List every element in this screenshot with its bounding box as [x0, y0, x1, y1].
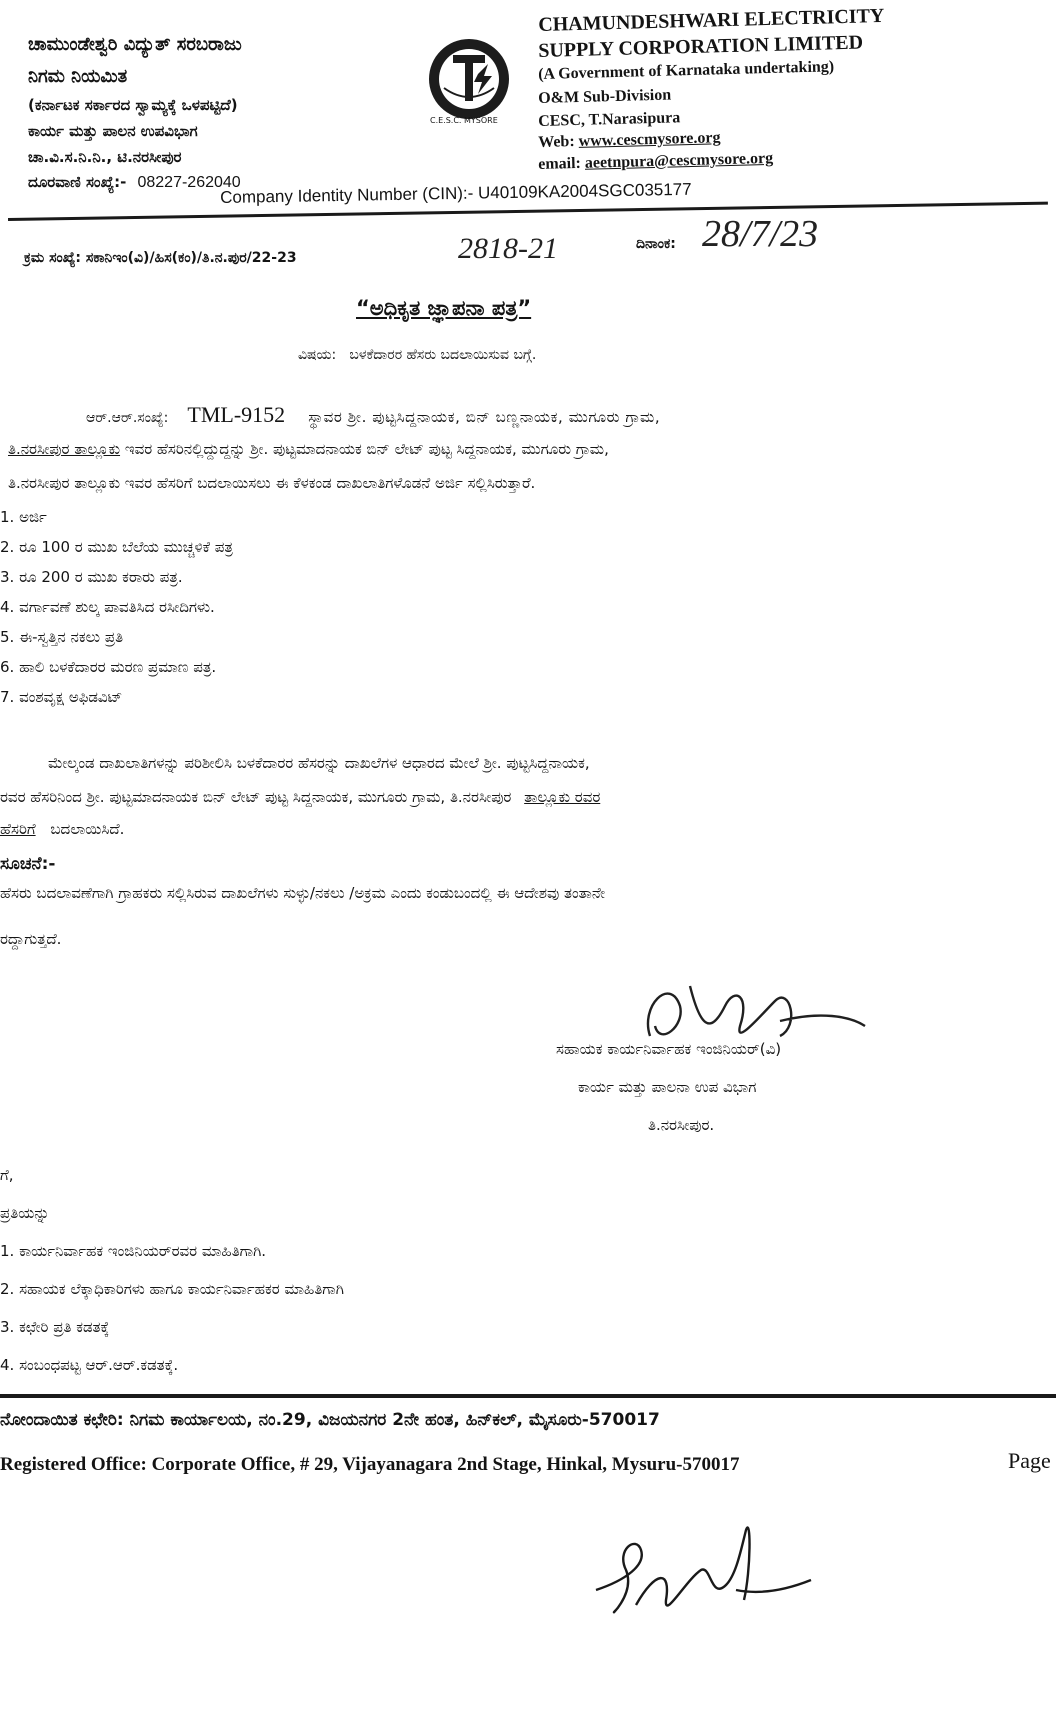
signatory-line-3: ತಿ.ನರಸೀಪುರ. — [648, 1116, 715, 1134]
email-row — [538, 150, 773, 174]
date-value: 28/7/23 — [702, 213, 819, 255]
note-line-2: ರದ್ದಾಗುತ್ತದೆ. — [0, 930, 62, 948]
body-line-1-rest: ಸ್ಥಾವರ ಶ್ರೀ. ಪುಟ್ಟಸಿದ್ದನಾಯಕ, ಬಿನ್ ಬಣ್ಣನಾಯಕ, ಮುಗೂರು ಗ್ರಾಮ, — [308, 408, 661, 426]
para2-line-2-text: ರವರ ಹೆಸರಿನಿಂದ ಶ್ರೀ. ಪುಟ್ಟಮಾದನಾಯಕ ಬಿನ್ ಲೇಟ್ ಪುಟ್ಟ ಸಿದ್ದನಾಯಕ, ಮುಗೂರು ಗ್ರಾಮ, ತಿ.ನರಸೀಪುರ — [0, 788, 512, 806]
cesc-logo — [420, 30, 518, 128]
kannada-org-line-4: ಕಾರ್ಯ ಮತ್ತು ಪಾಲನ ಉಪವಿಭಾಗ — [28, 122, 198, 140]
signatory-line-2: ಕಾರ್ಯ ಮತ್ತು ಪಾಲನಾ ಉಪ ವಿಭಾಗ — [578, 1078, 757, 1096]
logo-text: C.E.S.C. MYSORE — [430, 116, 498, 125]
para2-line-3 — [0, 820, 124, 838]
copy-to-line: 4. ಸಂಬಂಧಪಟ್ಟ ಆರ್.ಆರ್.ಕಡತಕ್ಕೆ. — [0, 1356, 179, 1374]
document-list-item: 4. ವರ್ಗಾವಣೆ ಶುಲ್ಕ ಪಾವತಿಸಿದ ರಸೀದಿಗಳು. — [0, 598, 215, 616]
document-list-item: 7. ವಂಶವೃಕ್ಷ ಅಫಿಡವಿಟ್ — [0, 688, 123, 706]
para2-line-1: ಮೇಲ್ಕಂಡ ದಾಖಲಾತಿಗಳನ್ನು ಪರಿಶೀಲಿಸಿ ಬಳಕೆದಾರರ ಹೆಸರನ್ನು ದಾಖಲೆಗಳ ಆಧಾರದ ಮೇಲೆ ಶ್ರೀ. ಪುಟ್ಟಸಿದ್ದನಾಯಕ, — [48, 754, 590, 772]
document-list-item: 5. ಈ-ಸ್ವತ್ತಿನ ನಕಲು ಪ್ರತಿ — [0, 628, 124, 646]
subject-label: ವಿಷಯ: — [298, 347, 337, 363]
kannada-org-line-2: ನಿಗಮ ನಿಯಮಿತ — [28, 66, 128, 87]
body-line-2 — [8, 440, 609, 458]
phone-value: 08227-262040 — [137, 174, 241, 191]
rr-value: TML-9152 — [187, 402, 286, 427]
para2-line-2-row — [0, 788, 600, 806]
initial-scribble-icon — [586, 1510, 816, 1640]
footer-english: Registered Office: Corporate Office, # 29, Vijayanagara 2nd Stage, Hinkal, Mysuru-570017 — [0, 1454, 740, 1475]
body-line-1 — [86, 402, 660, 428]
initial-signature — [586, 1510, 816, 1640]
english-org-line-1: CHAMUNDESHWARI ELECTRICITY — [538, 4, 885, 36]
document-title: “ಅಧಿಕೃತ ಜ್ಞಾಪನಾ ಪತ್ರ” — [356, 296, 532, 320]
para2-taluk-underlined: ತಾಲ್ಲೂಕು ರವರ — [524, 788, 601, 806]
kannada-org-line-3: (ಕರ್ನಾಟಕ ಸರ್ಕಾರದ ಸ್ವಾಮ್ಯಕ್ಕೆ ಒಳಪಟ್ಟಿದೆ) — [28, 96, 238, 114]
kannada-org-line-5: ಚಾ.ವಿ.ಸ.ನಿ.ನಿ., ಟಿ.ನರಸೀಪುರ — [28, 148, 182, 166]
web-label: Web: — [538, 133, 575, 151]
cin-text: Company Identity Number (CIN):- U40109KA2004SGC035177 — [220, 179, 692, 207]
copy-to-line: ಗೆ, — [0, 1166, 14, 1184]
subject-text: ಬಳಕೆದಾರರ ಹೆಸರು ಬದಲಾಯಿಸುವ ಬಗ್ಗೆ. — [349, 347, 537, 363]
para2-name-underlined: ಹೆಸರಿಗೆ — [0, 820, 36, 838]
para2-line-3-rest: ಬದಲಾಯಿಸಿದೆ. — [50, 820, 125, 838]
english-org-line-2: SUPPLY CORPORATION LIMITED — [538, 31, 864, 62]
english-org-line-4: O&M Sub-Division — [538, 86, 672, 107]
logo-emblem-icon — [420, 30, 518, 128]
email-label: email: — [538, 154, 582, 173]
copy-to-line: 2. ಸಹಾಯಕ ಲೆಕ್ಕಾಧಿಕಾರಿಗಳು ಹಾಗೂ ಕಾರ್ಯನಿರ್ವಾಹಕರ ಮಾಹಿತಿಗಾಗಿ — [0, 1280, 344, 1298]
document-list-item: 6. ಹಾಲಿ ಬಳಕೆದಾರರ ಮರಣ ಪ್ರಮಾಣ ಪತ್ರ. — [0, 658, 217, 676]
footer-kannada: ನೋಂದಾಯಿತ ಕಛೇರಿ: ನಿಗಮ ಕಾರ್ಯಾಲಯ, ನಂ.29, ವಿಜಯನಗರ 2ನೇ ಹಂತ, ಹಿನ್‌ಕಲ್, ಮೈಸೂರು-570017 — [0, 1410, 660, 1430]
note-line-1: ಹೆಸರು ಬದಲಾವಣೆಗಾಗಿ ಗ್ರಾಹಕರು ಸಲ್ಲಿಸಿರುವ ದಾಖಲೆಗಳು ಸುಳ್ಳು/ನಕಲು /ಅಕ್ರಮ ಎಂದು ಕಂಡುಬಂದಲ್ಲಿ ಈ ಆದೇಶವು ತಂತಾನೇ — [0, 884, 606, 902]
rr-label: ಆರ್.ಆರ್.ಸಂಖ್ಯೆ: — [86, 410, 169, 426]
ref-label: ಕ್ರಮ ಸಂಖ್ಯೆ: ಸಕಾನಿಇಂ(ವಿ)/ಹಿಸ(ಕಂ)/ತಿ.ನ.ಪುರ/22-23 — [24, 250, 297, 266]
phone-label: ದೂರವಾಣಿ ಸಂಖ್ಯೆ:- — [28, 173, 127, 191]
document-list-item: 3. ರೂ 200 ರ ಮುಖ ಕರಾರು ಪತ್ರ. — [0, 568, 183, 586]
phone-row — [28, 172, 241, 192]
web-row — [538, 129, 721, 152]
taluk-underlined: ತಿ.ನರಸೀಪುರ ತಾಲ್ಲೂಕು — [8, 440, 121, 458]
web-link[interactable]: www.cescmysore.org — [578, 129, 721, 150]
ref-number: 2818-21 — [458, 232, 558, 265]
document-list-item: 1. ಅರ್ಜಿ — [0, 508, 47, 526]
english-org-line-3: (A Government of Karnataka undertaking) — [538, 58, 835, 83]
footer-divider — [0, 1394, 1056, 1398]
copy-to-line: 3. ಕಛೇರಿ ಪ್ರತಿ ಕಡತಕ್ಕೆ — [0, 1318, 110, 1336]
header-divider — [8, 202, 1048, 221]
signatory-line-1: ಸಹಾಯಕ ಕಾರ್ಯನಿರ್ವಾಹಕ ಇಂಜಿನಿಯರ್(ವಿ) — [556, 1040, 782, 1058]
document-list-item: 2. ರೂ 100 ರ ಮುಖ ಬೆಲೆಯ ಮುಚ್ಚಳಿಕೆ ಪತ್ರ — [0, 538, 233, 556]
copy-to-line: 1. ಕಾರ್ಯನಿರ್ವಾಹಕ ಇಂಜಿನಿಯರ್‌ರವರ ಮಾಹಿತಿಗಾಗಿ. — [0, 1242, 267, 1260]
kannada-org-line-1: ಚಾಮುಂಡೇಶ್ವರಿ ವಿದ್ಯುತ್ ಸರಬರಾಜು — [28, 34, 242, 55]
english-org-line-5: CESC, T.Narasipura — [538, 109, 681, 130]
subject-row — [298, 344, 536, 363]
copy-to-line: ಪ್ರತಿಯನ್ನು — [0, 1204, 50, 1222]
page-label: Page — [1008, 1448, 1051, 1473]
email-link[interactable]: aeetnpura@cescmysore.org — [584, 149, 774, 172]
body-line-2-rest: ಇವರ ಹೆಸರಿನಲ್ಲಿದ್ದುದ್ದನ್ನು ಶ್ರೀ. ಪುಟ್ಟಮಾದನಾಯಕ ಬಿನ್ ಲೇಟ್ ಪುಟ್ಟ ಸಿದ್ದನಾಯಕ, ಮುಗೂರು ಗ್ರಾಮ, — [124, 440, 609, 458]
date-label: ದಿನಾಂಕ: — [636, 236, 676, 252]
note-label: ಸೂಚನೆ:- — [0, 854, 56, 874]
body-line-3: ತಿ.ನರಸೀಪುರ ತಾಲ್ಲೂಕು ಇವರ ಹೆಸರಿಗೆ ಬದಲಾಯಿಸಲು ಈ ಕೆಳಕಂಡ ದಾಖಲಾತಿಗಳೊಡನೆ ಅರ್ಜಿ ಸಲ್ಲಿಸಿರುತ್ತಾರೆ. — [8, 474, 536, 492]
